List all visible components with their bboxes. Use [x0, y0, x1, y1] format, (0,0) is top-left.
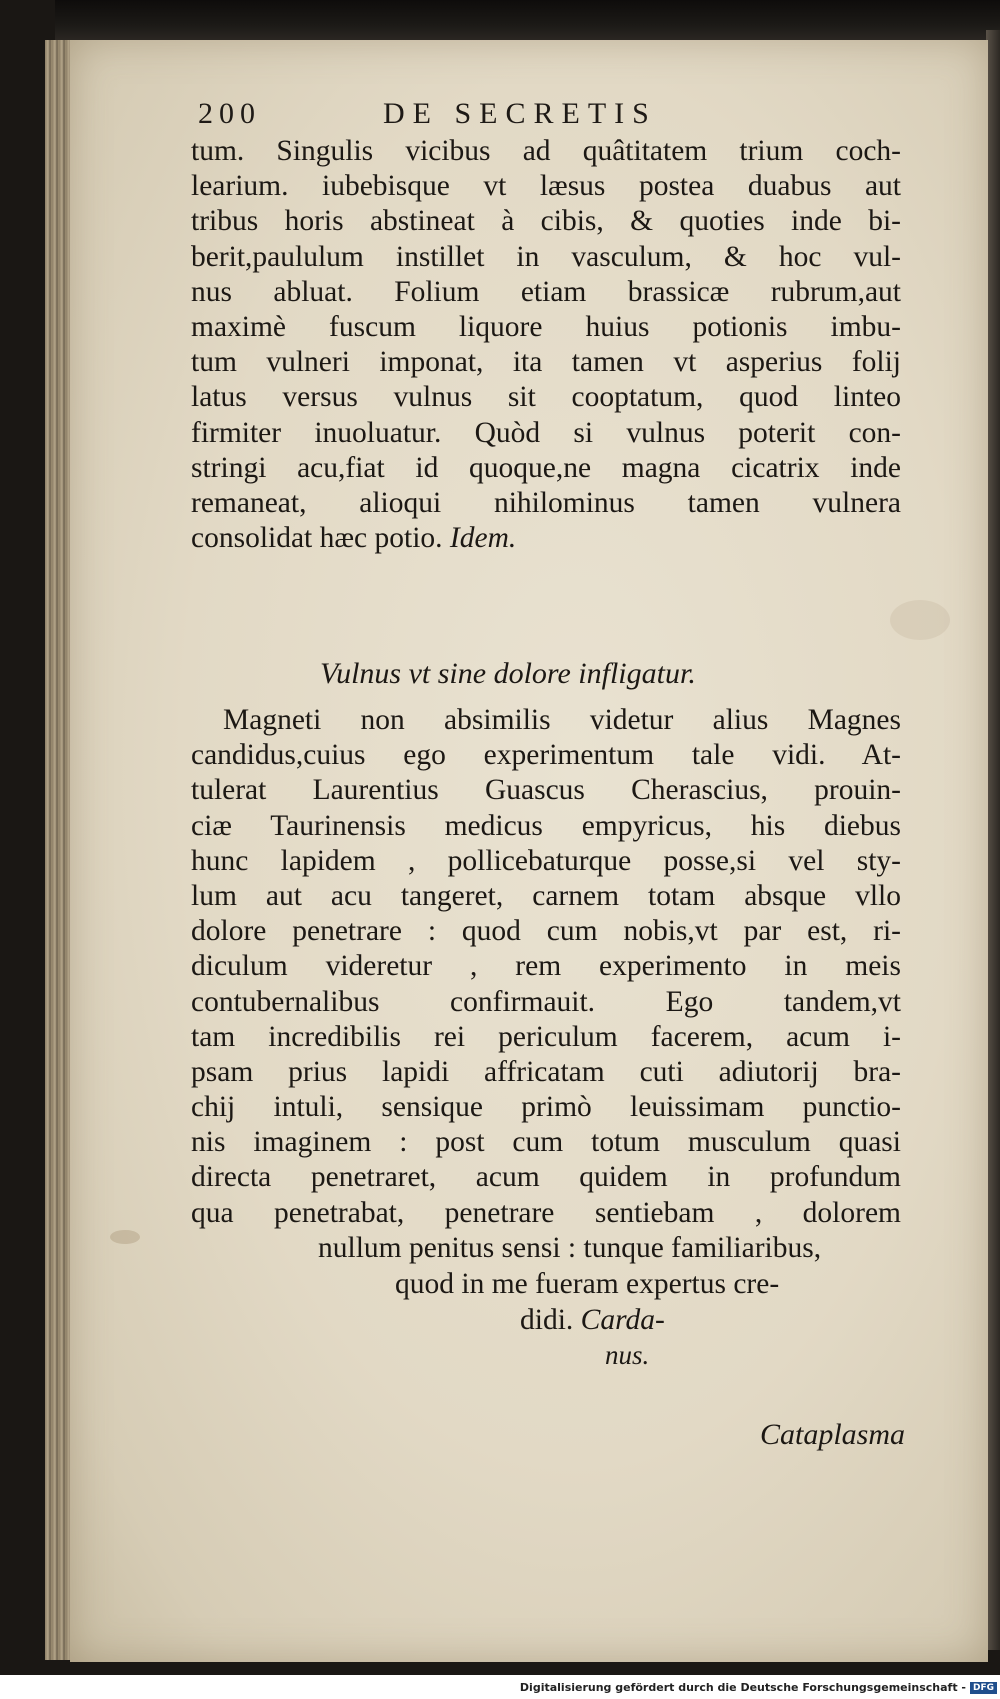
catchword: Cataplasma [760, 1418, 906, 1451]
text-line: Magneti non absimilis videtur alius Magnes [223, 704, 901, 736]
tail-line-3-text: didi. [520, 1304, 574, 1336]
text-line: maximè fuscum liquore huius potionis imbu- [191, 310, 901, 343]
text-line: firmiter inuoluatur. Quòd si vulnus poterit con- [191, 416, 901, 449]
text-line: remaneat, alioqui nihilominus tamen vulnera [191, 486, 901, 519]
text-line: berit,paululum instillet in vasculum, & hoc vul- [191, 240, 901, 273]
text-line: nis imaginem : post cum totum musculum quasi [191, 1126, 901, 1159]
text-line: psam prius lapidi affricatam cuti adiutorij bra- [191, 1055, 901, 1088]
text-line: tulerat Laurentius Guascus Cherascius, prouin- [191, 774, 901, 807]
section-title: Vulnus vt sine dolore infligatur. [320, 657, 696, 690]
text-line: candidus,cuius ego experimentum tale vidi. At- [191, 739, 901, 772]
book-top-edge [55, 0, 1000, 40]
tail-line-3-author: Carda- [580, 1304, 665, 1336]
paragraph-1 [191, 134, 901, 556]
tail-line-3 [520, 1304, 665, 1337]
book-right-edge [986, 30, 1000, 1650]
tail-line-1: nullum penitus sensi : tunque familiaribus, [318, 1232, 822, 1264]
paragraph-2 [191, 703, 901, 1231]
text-line: tum vulneri imponat, ita tamen vt asperius folij [191, 346, 901, 379]
dfg-logo: DFG [970, 1682, 997, 1694]
page-number: 200 [198, 97, 261, 130]
paper-stain [110, 1230, 140, 1244]
text-line: qua penetrabat, penetrare sentiebam , dolorem [191, 1196, 901, 1229]
paragraph-1-author: Idem. [449, 522, 517, 555]
text-line: latus versus vulnus sit cooptatum, quod linteo [191, 381, 901, 414]
tail-line-2: quod in me fueram expertus cre- [395, 1268, 780, 1300]
running-title: DE SECRETIS [383, 97, 657, 130]
text-line: tum. Singulis vicibus ad quâtitatem trium coch- [191, 135, 901, 167]
text-line: learium. iubebisque vt læsus postea duabus aut [191, 170, 901, 203]
text-line: stringi acu,fiat id quoque,ne magna cicatrix inde [191, 451, 901, 484]
text-line: chij intuli, sensique primò leuissimam punctio- [191, 1091, 901, 1124]
tail-line-4: nus. [605, 1340, 650, 1370]
text-line: hunc lapidem , pollicebaturque posse,si vel sty- [191, 844, 901, 877]
text-line: nus abluat. Folium etiam brassicæ rubrum,aut [191, 275, 901, 308]
paper-stain [890, 600, 950, 640]
text-line: lum aut acu tangeret, carnem totam absque vllo [191, 879, 901, 912]
text-line: tam incredibilis rei periculum facerem, acum i- [191, 1020, 901, 1053]
text-line: ciæ Taurinensis medicus empyricus, his diebus [191, 809, 901, 842]
digitization-footer [0, 1675, 1000, 1699]
text-line: dolore penetrare : quod cum nobis,vt par est, ri- [191, 915, 901, 948]
text-line: contubernalibus confirmauit. Ego tandem,vt [191, 985, 901, 1018]
paragraph-1-last-text: consolidat hæc potio. [191, 522, 443, 555]
text-line: directa penetraret, acum quidem in profundum [191, 1161, 901, 1194]
text-line-last [191, 521, 901, 556]
footer-credit: Digitalisierung gefördert durch die Deutsche Forschungsgemeinschaft - [519, 1681, 966, 1694]
text-line: diculum videretur , rem experimento in meis [191, 950, 901, 983]
text-line: tribus horis abstineat à cibis, & quoties inde bi- [191, 205, 901, 238]
